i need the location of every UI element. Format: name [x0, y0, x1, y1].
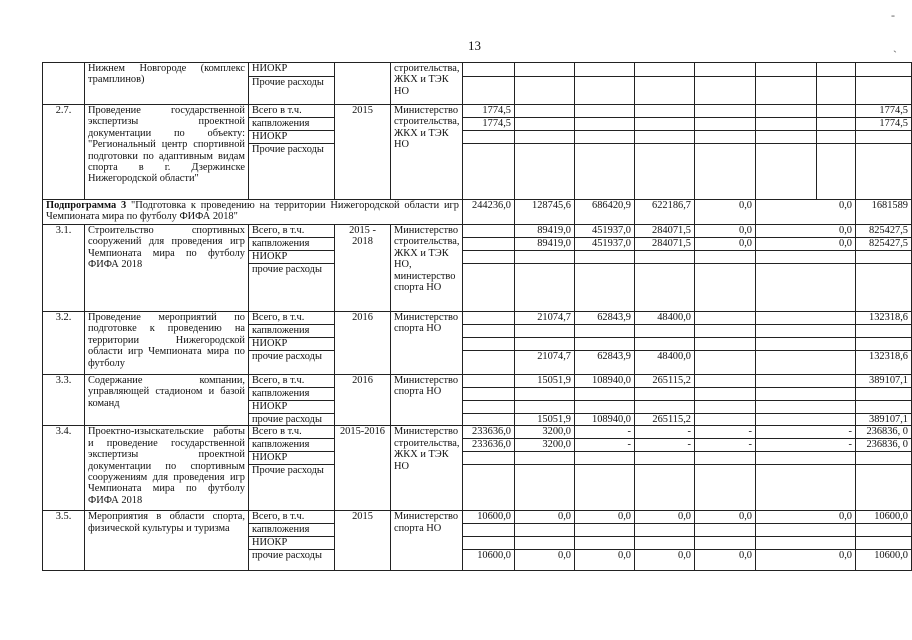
value-cell — [515, 77, 575, 105]
value-cell — [575, 118, 635, 131]
value-cell — [515, 144, 575, 200]
value-cell: - — [575, 439, 635, 452]
value-cell — [515, 264, 575, 312]
value-cell — [463, 452, 515, 465]
expense-type: НИОКР — [249, 131, 335, 144]
subprogram-label: Подпрограмма 3 — [46, 200, 127, 211]
expense-type: НИОКР — [249, 63, 335, 77]
value-cell — [695, 312, 756, 325]
item-name: Проектно-изыскательские работы и проведение государственной экспертизы проектной документации по спортивным сооружениям для проведения игр Чемпионата мира по футболу ФИФА 2018 — [85, 426, 249, 511]
value-cell — [695, 131, 756, 144]
value-cell — [695, 388, 756, 401]
item-year — [335, 63, 391, 105]
value-cell: 0,0 — [695, 225, 756, 238]
value-cell: 0,0 — [515, 511, 575, 524]
value-cell — [575, 338, 635, 351]
value-cell — [756, 264, 856, 312]
value-cell — [575, 105, 635, 118]
value-cell — [463, 77, 515, 105]
item-name: Проведение мероприятий по подготовке к проведению на территории Нижегородской области игр Чемпионата мира по футболу — [85, 312, 249, 375]
item-year: 2015 - 2018 — [335, 225, 391, 312]
expense-type: Прочие расходы — [249, 144, 335, 200]
value-cell: 0,0 — [756, 550, 856, 571]
value-cell: 0,0 — [695, 550, 756, 571]
item-number: 2.7. — [43, 105, 85, 200]
expense-type: прочие расходы — [249, 414, 335, 426]
value-cell — [817, 105, 856, 118]
value-cell — [856, 537, 912, 550]
value-cell — [817, 77, 856, 105]
value-cell — [756, 401, 856, 414]
value-cell — [463, 401, 515, 414]
item-executor: Министерство спорта НО — [391, 312, 463, 375]
value-cell — [856, 465, 912, 511]
value-cell: 10600,0 — [856, 511, 912, 524]
value-cell: 108940,0 — [575, 375, 635, 388]
value-cell: 0,0 — [756, 238, 856, 251]
expense-type: прочие расходы — [249, 351, 335, 375]
value-cell — [695, 251, 756, 264]
value-cell — [756, 144, 817, 200]
value-cell — [463, 524, 515, 537]
value-cell — [575, 63, 635, 77]
expense-type: прочие расходы — [249, 550, 335, 571]
value-cell — [575, 524, 635, 537]
value-cell — [756, 388, 856, 401]
item-name: Строительство спортивных сооружений для проведения игр Чемпионата мира по футболу ФИФА 2018 — [85, 225, 249, 312]
value-cell — [856, 131, 912, 144]
value-cell — [575, 325, 635, 338]
value-cell — [756, 524, 856, 537]
value-cell — [756, 338, 856, 351]
value-cell: 236836, 0 — [856, 426, 912, 439]
value-cell: - — [635, 439, 695, 452]
value-cell — [695, 118, 756, 131]
value-cell — [635, 144, 695, 200]
expense-type: капвложения — [249, 118, 335, 131]
item-executor: Министерство спорта НО — [391, 375, 463, 426]
item-year: 2015-2016 — [335, 426, 391, 511]
value-cell — [635, 452, 695, 465]
value-cell — [856, 452, 912, 465]
value-cell — [695, 325, 756, 338]
value-cell — [756, 77, 817, 105]
value-cell — [817, 63, 856, 77]
value-cell — [635, 77, 695, 105]
value-cell: 389107,1 — [856, 414, 912, 426]
value-cell — [463, 537, 515, 550]
expense-type: капвложения — [249, 388, 335, 401]
value-cell: 0,0 — [695, 238, 756, 251]
expense-type: НИОКР — [249, 452, 335, 465]
value-cell — [515, 118, 575, 131]
expense-type: капвложения — [249, 524, 335, 537]
value-cell — [515, 524, 575, 537]
value-cell: - — [695, 439, 756, 452]
value-cell: 15051,9 — [515, 414, 575, 426]
value-cell — [817, 118, 856, 131]
value-cell: 825427,5 — [856, 238, 912, 251]
value-cell — [463, 465, 515, 511]
value-cell — [695, 105, 756, 118]
item-name: Проведение государственной экспертизы проектной документации по объекту: "Региональный центр спортивной подготовки по адаптивным видам спорта в г. Дзержинске Нижегородской области" — [85, 105, 249, 200]
value-cell — [756, 351, 856, 375]
subprogram-name: "Подготовка к проведению на территории Нижегородской области игр Чемпионата мира по футболу ФИФА 2018" — [46, 200, 459, 223]
subprogram-value: 128745,6 — [515, 200, 575, 225]
value-cell: 0,0 — [575, 550, 635, 571]
value-cell — [756, 537, 856, 550]
value-cell — [515, 105, 575, 118]
value-cell: 15051,9 — [515, 375, 575, 388]
value-cell — [515, 401, 575, 414]
expense-type: Всего, в т.ч. — [249, 511, 335, 524]
value-cell: 89419,0 — [515, 225, 575, 238]
value-cell — [575, 264, 635, 312]
value-cell — [635, 524, 695, 537]
item-name: Нижнем Новгороде (комплекс трамплинов) — [85, 63, 249, 105]
value-cell: 825427,5 — [856, 225, 912, 238]
value-cell — [463, 388, 515, 401]
value-cell: 0,0 — [635, 511, 695, 524]
value-cell — [756, 251, 856, 264]
value-cell: 1774,5 — [463, 105, 515, 118]
item-executor: строительства, ЖКХ и ТЭК НО — [391, 63, 463, 105]
value-cell — [856, 251, 912, 264]
value-cell: 1774,5 — [856, 105, 912, 118]
value-cell — [635, 537, 695, 550]
item-name: Содержание компании, управляющей стадионом и базой команд — [85, 375, 249, 426]
value-cell — [695, 375, 756, 388]
expense-type: Всего, в т.ч. — [249, 375, 335, 388]
value-cell — [635, 465, 695, 511]
value-cell: 236836, 0 — [856, 439, 912, 452]
value-cell — [463, 144, 515, 200]
value-cell — [515, 452, 575, 465]
value-cell: 451937,0 — [575, 238, 635, 251]
subprogram-value: 622186,7 — [635, 200, 695, 225]
value-cell: 10600,0 — [463, 550, 515, 571]
value-cell: 0,0 — [515, 550, 575, 571]
value-cell: 233636,0 — [463, 439, 515, 452]
value-cell: 132318,6 — [856, 312, 912, 325]
value-cell — [856, 264, 912, 312]
value-cell: 0,0 — [756, 511, 856, 524]
value-cell — [463, 375, 515, 388]
value-cell — [575, 465, 635, 511]
value-cell — [695, 351, 756, 375]
value-cell: 21074,7 — [515, 351, 575, 375]
corner-mark-lower: ` — [893, 48, 897, 62]
value-cell — [856, 388, 912, 401]
value-cell — [463, 63, 515, 77]
value-cell — [515, 537, 575, 550]
value-cell: 0,0 — [756, 225, 856, 238]
value-cell — [463, 414, 515, 426]
value-cell — [817, 144, 856, 200]
expense-type: прочие расходы — [249, 264, 335, 312]
value-cell — [463, 251, 515, 264]
value-cell: - — [635, 426, 695, 439]
value-cell — [756, 63, 817, 77]
value-cell — [635, 251, 695, 264]
expense-type: НИОКР — [249, 338, 335, 351]
value-cell — [635, 63, 695, 77]
value-cell — [463, 325, 515, 338]
value-cell: 451937,0 — [575, 225, 635, 238]
value-cell: 0,0 — [695, 511, 756, 524]
corner-mark: - — [891, 8, 895, 22]
value-cell: - — [695, 426, 756, 439]
value-cell: 1774,5 — [463, 118, 515, 131]
value-cell — [463, 264, 515, 312]
value-cell — [463, 338, 515, 351]
item-year: 2016 — [335, 375, 391, 426]
value-cell — [635, 401, 695, 414]
expense-type: Всего в т.ч. — [249, 426, 335, 439]
item-executor: Министерство строительства, ЖКХ и ТЭК НО, министерство спорта НО — [391, 225, 463, 312]
value-cell: 21074,7 — [515, 312, 575, 325]
value-cell — [695, 63, 756, 77]
page-number: 13 — [468, 38, 481, 53]
value-cell — [635, 118, 695, 131]
value-cell: 10600,0 — [463, 511, 515, 524]
value-cell: 10600,0 — [856, 550, 912, 571]
value-cell: 284071,5 — [635, 225, 695, 238]
value-cell — [856, 77, 912, 105]
expense-type: Всего в т.ч. — [249, 105, 335, 118]
item-number: 3.3. — [43, 375, 85, 426]
value-cell: 89419,0 — [515, 238, 575, 251]
value-cell: 265115,2 — [635, 414, 695, 426]
value-cell — [756, 414, 856, 426]
value-cell — [575, 388, 635, 401]
expense-type: Всего, в т.ч. — [249, 225, 335, 238]
value-cell: 3200,0 — [515, 426, 575, 439]
value-cell — [695, 77, 756, 105]
subprogram-value: 686420,9 — [575, 200, 635, 225]
subprogram-value: 1681589 — [856, 200, 912, 225]
value-cell: 0,0 — [575, 511, 635, 524]
program-table — [42, 62, 912, 571]
value-cell — [515, 338, 575, 351]
value-cell — [856, 338, 912, 351]
value-cell — [756, 105, 817, 118]
value-cell: 62843,9 — [575, 312, 635, 325]
value-cell — [756, 465, 856, 511]
value-cell — [515, 63, 575, 77]
item-number: 3.4. — [43, 426, 85, 511]
subprogram-title — [43, 200, 463, 225]
expense-type: Прочие расходы — [249, 77, 335, 105]
value-cell: 233636,0 — [463, 426, 515, 439]
value-cell — [756, 452, 856, 465]
item-year: 2015 — [335, 511, 391, 571]
value-cell — [463, 225, 515, 238]
item-executor: Министерство строительства, ЖКХ и ТЭК НО — [391, 426, 463, 511]
value-cell: 389107,1 — [856, 375, 912, 388]
value-cell: 108940,0 — [575, 414, 635, 426]
value-cell — [695, 524, 756, 537]
value-cell — [695, 537, 756, 550]
expense-type: капвложения — [249, 439, 335, 452]
value-cell — [756, 312, 856, 325]
expense-type: Всего, в т.ч. — [249, 312, 335, 325]
value-cell — [575, 131, 635, 144]
value-cell — [515, 131, 575, 144]
subprogram-value: 244236,0 — [463, 200, 515, 225]
value-cell: 3200,0 — [515, 439, 575, 452]
value-cell — [575, 144, 635, 200]
expense-type: Прочие расходы — [249, 465, 335, 511]
value-cell — [695, 452, 756, 465]
value-cell — [856, 63, 912, 77]
value-cell — [856, 401, 912, 414]
value-cell — [575, 537, 635, 550]
value-cell — [463, 312, 515, 325]
value-cell — [817, 131, 856, 144]
value-cell — [756, 325, 856, 338]
value-cell — [635, 264, 695, 312]
expense-type: капвложения — [249, 238, 335, 251]
value-cell — [515, 251, 575, 264]
value-cell — [575, 251, 635, 264]
value-cell: - — [756, 439, 856, 452]
value-cell: 132318,6 — [856, 351, 912, 375]
value-cell — [635, 338, 695, 351]
value-cell: 265115,2 — [635, 375, 695, 388]
value-cell — [463, 238, 515, 251]
value-cell: 0,0 — [635, 550, 695, 571]
expense-type: НИОКР — [249, 251, 335, 264]
value-cell — [635, 105, 695, 118]
item-number: 3.2. — [43, 312, 85, 375]
value-cell — [515, 325, 575, 338]
value-cell — [756, 118, 817, 131]
value-cell — [575, 77, 635, 105]
subprogram-value: 0,0 — [756, 200, 856, 225]
item-year: 2015 — [335, 105, 391, 200]
value-cell — [635, 325, 695, 338]
expense-type: капвложения — [249, 325, 335, 338]
item-name: Мероприятия в области спорта, физической культуры и туризма — [85, 511, 249, 571]
item-number: 3.5. — [43, 511, 85, 571]
value-cell: - — [756, 426, 856, 439]
item-executor: Министерство спорта НО — [391, 511, 463, 571]
value-cell — [695, 465, 756, 511]
value-cell — [515, 388, 575, 401]
value-cell: 48400,0 — [635, 351, 695, 375]
value-cell: - — [575, 426, 635, 439]
value-cell: 1774,5 — [856, 118, 912, 131]
value-cell — [756, 375, 856, 388]
value-cell — [695, 264, 756, 312]
value-cell — [463, 351, 515, 375]
value-cell: 62843,9 — [575, 351, 635, 375]
item-number — [43, 63, 85, 105]
value-cell — [575, 401, 635, 414]
value-cell — [856, 144, 912, 200]
item-number: 3.1. — [43, 225, 85, 312]
value-cell — [575, 452, 635, 465]
item-executor: Министерство строительства, ЖКХ и ТЭК НО — [391, 105, 463, 200]
value-cell — [635, 131, 695, 144]
expense-type: НИОКР — [249, 537, 335, 550]
value-cell — [463, 131, 515, 144]
value-cell — [856, 524, 912, 537]
value-cell — [635, 388, 695, 401]
value-cell — [756, 131, 817, 144]
value-cell — [695, 401, 756, 414]
value-cell: 284071,5 — [635, 238, 695, 251]
subprogram-value: 0,0 — [695, 200, 756, 225]
value-cell — [695, 144, 756, 200]
value-cell — [515, 465, 575, 511]
value-cell — [695, 414, 756, 426]
value-cell — [856, 325, 912, 338]
item-year: 2016 — [335, 312, 391, 375]
value-cell — [695, 338, 756, 351]
expense-type: НИОКР — [249, 401, 335, 414]
value-cell: 48400,0 — [635, 312, 695, 325]
